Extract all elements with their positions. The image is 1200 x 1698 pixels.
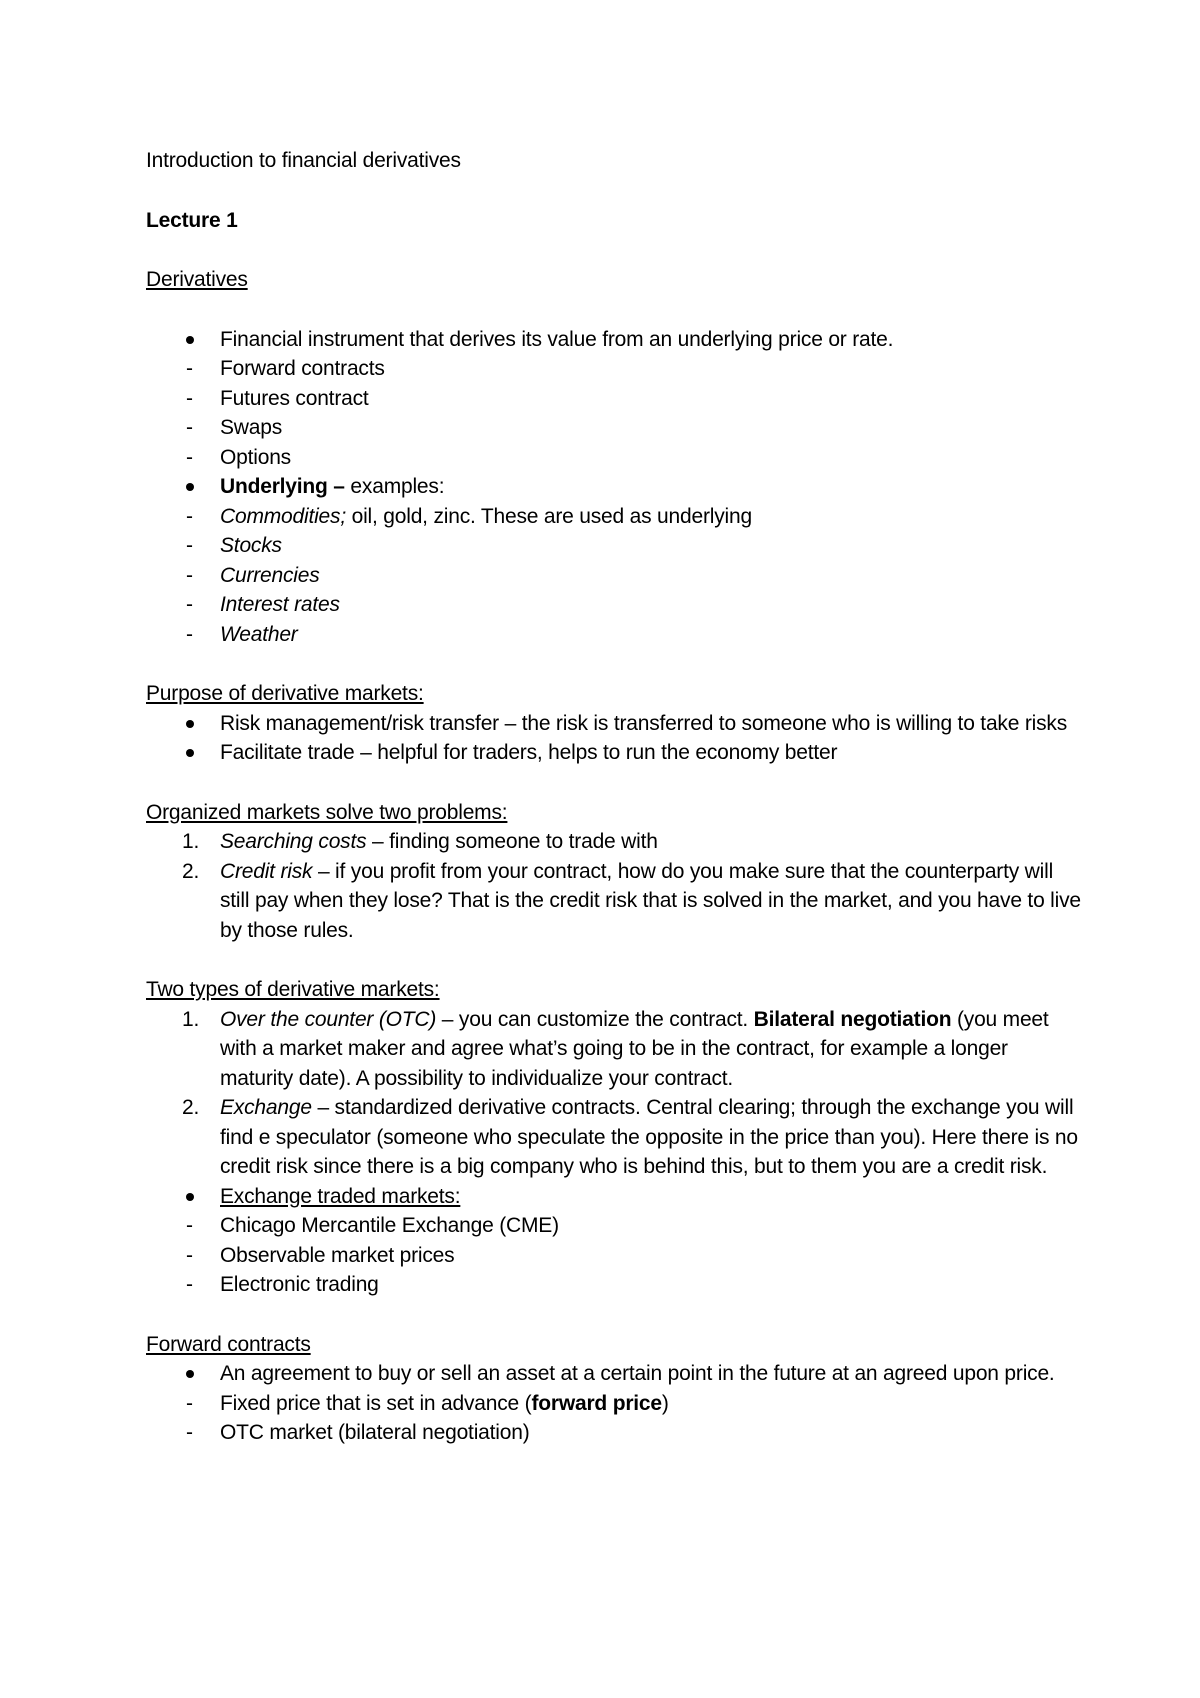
number-marker: 2.	[182, 859, 200, 883]
numbered-item	[146, 827, 1086, 857]
dash-marker: -	[186, 386, 193, 410]
dash-marker: -	[186, 1391, 193, 1415]
dash-item	[146, 443, 1086, 473]
dash-italic-text: Interest rates	[220, 593, 340, 616]
dash-marker: -	[186, 416, 193, 439]
dash-item	[146, 1241, 1086, 1271]
bullet-item	[146, 738, 1086, 768]
dash-text: OTC market (bilateral negotiation)	[220, 1421, 530, 1444]
dash-item	[146, 1389, 1086, 1419]
bullet-icon	[186, 1370, 194, 1378]
number-marker: 1.	[182, 830, 200, 853]
number-marker: 1.	[182, 1007, 200, 1031]
document-body	[146, 146, 1086, 1448]
numbered-italic-text: Exchange	[220, 1096, 312, 1119]
dash-item	[146, 502, 1086, 532]
section-heading-types: Two types of derivative markets:	[146, 978, 440, 1001]
dash-item	[146, 1211, 1086, 1241]
section-heading-forward: Forward contracts	[146, 1332, 311, 1356]
dash-item	[146, 413, 1086, 443]
dash-marker: -	[186, 1243, 193, 1267]
dash-marker: -	[186, 534, 193, 557]
bullet-item	[146, 1182, 1086, 1212]
bullet-bold-text: Underlying –	[220, 475, 345, 498]
dash-text: Options	[220, 445, 291, 469]
dash-item	[146, 620, 1086, 650]
section-heading-organized: Organized markets solve two problems:	[146, 800, 508, 824]
dash-text: )	[661, 1391, 669, 1415]
dash-item	[146, 354, 1086, 384]
dash-marker: -	[186, 1273, 193, 1296]
dash-marker: -	[186, 622, 193, 646]
bullet-text: Facilitate trade – helpful for traders, helps to run the economy better	[220, 741, 838, 764]
dash-text: Chicago Mercantile Exchange (CME)	[220, 1214, 559, 1237]
bullet-underlined-text: Exchange traded markets:	[220, 1184, 461, 1208]
numbered-text: – you can customize the contract.	[436, 1007, 754, 1031]
dash-bold-text: forward price	[531, 1391, 662, 1415]
dash-text: Electronic trading	[220, 1273, 379, 1296]
dash-text: Swaps	[220, 416, 283, 439]
bullet-icon	[186, 1193, 194, 1201]
dash-marker: -	[186, 504, 193, 528]
dash-item	[146, 384, 1086, 414]
numbered-italic-text: Over the counter (OTC)	[220, 1007, 437, 1031]
dash-item	[146, 590, 1086, 620]
dash-item	[146, 1270, 1086, 1300]
dash-marker: -	[186, 357, 193, 380]
bullet-icon	[186, 720, 194, 728]
document-title: Introduction to financial derivatives	[146, 149, 461, 172]
dash-text: Observable market prices	[220, 1243, 455, 1267]
dash-marker: -	[186, 1421, 193, 1444]
dash-text: Forward contracts	[220, 357, 385, 380]
section-heading-purpose: Purpose of derivative markets:	[146, 682, 424, 705]
bullet-icon	[186, 749, 194, 757]
numbered-bold-text: Bilateral negotiation	[753, 1007, 952, 1031]
numbered-text: (you meet with a market maker and agree what’s going to be in the contract, for example a longer maturity date). A possibility to individualize your contract.	[220, 1007, 1049, 1090]
numbered-item	[146, 1005, 1086, 1094]
bullet-item	[146, 1359, 1086, 1389]
number-marker: 2.	[182, 1096, 200, 1119]
numbered-text: – if you profit from your contract, how do you make sure that the counterparty will still pay when they lose? That is the credit risk that is solved in the market, and you have to live by those rules.	[220, 859, 1081, 942]
bullet-icon	[186, 483, 194, 491]
lecture-heading: Lecture 1	[146, 208, 238, 232]
dash-marker: -	[186, 1214, 193, 1237]
bullet-text: An agreement to buy or sell an asset at a certain point in the future at an agreed upon price.	[220, 1362, 1055, 1385]
numbered-item	[146, 1093, 1086, 1182]
bullet-item	[146, 472, 1086, 502]
dash-item	[146, 561, 1086, 591]
numbered-text: – standardized derivative contracts. Central clearing; through the exchange you will find e speculator (someone who speculate the opposite in the price than you). Here there is no credit risk since there is a big company who is behind this, but to them you are a credit risk.	[220, 1096, 1078, 1178]
bullet-item	[146, 325, 1086, 355]
bullet-text: Risk management/risk transfer – the risk is transferred to someone who is willing to take risks	[220, 711, 1067, 735]
dash-text: oil, gold, zinc. These are used as underlying	[345, 504, 752, 528]
dash-italic-text: Stocks	[220, 534, 282, 557]
dash-text: Futures contract	[220, 386, 369, 410]
bullet-icon	[186, 336, 194, 344]
bullet-item	[146, 709, 1086, 739]
bullet-text: Financial instrument that derives its value from an underlying price or rate.	[220, 327, 894, 351]
numbered-text: – finding someone to trade with	[366, 830, 658, 853]
section-heading-derivatives: Derivatives	[146, 268, 248, 291]
dash-item	[146, 1418, 1086, 1448]
dash-item	[146, 531, 1086, 561]
numbered-item	[146, 857, 1086, 946]
dash-marker: -	[186, 593, 193, 616]
dash-text: Fixed price that is set in advance (	[220, 1391, 532, 1415]
numbered-italic-text: Credit risk	[220, 859, 313, 883]
bullet-text: examples:	[344, 475, 445, 498]
dash-italic-text: Currencies	[220, 563, 320, 587]
dash-marker: -	[186, 563, 193, 587]
dash-italic-text: Commodities;	[220, 504, 346, 528]
dash-italic-text: Weather	[220, 622, 298, 646]
dash-marker: -	[186, 445, 193, 469]
numbered-italic-text: Searching costs	[220, 830, 367, 853]
